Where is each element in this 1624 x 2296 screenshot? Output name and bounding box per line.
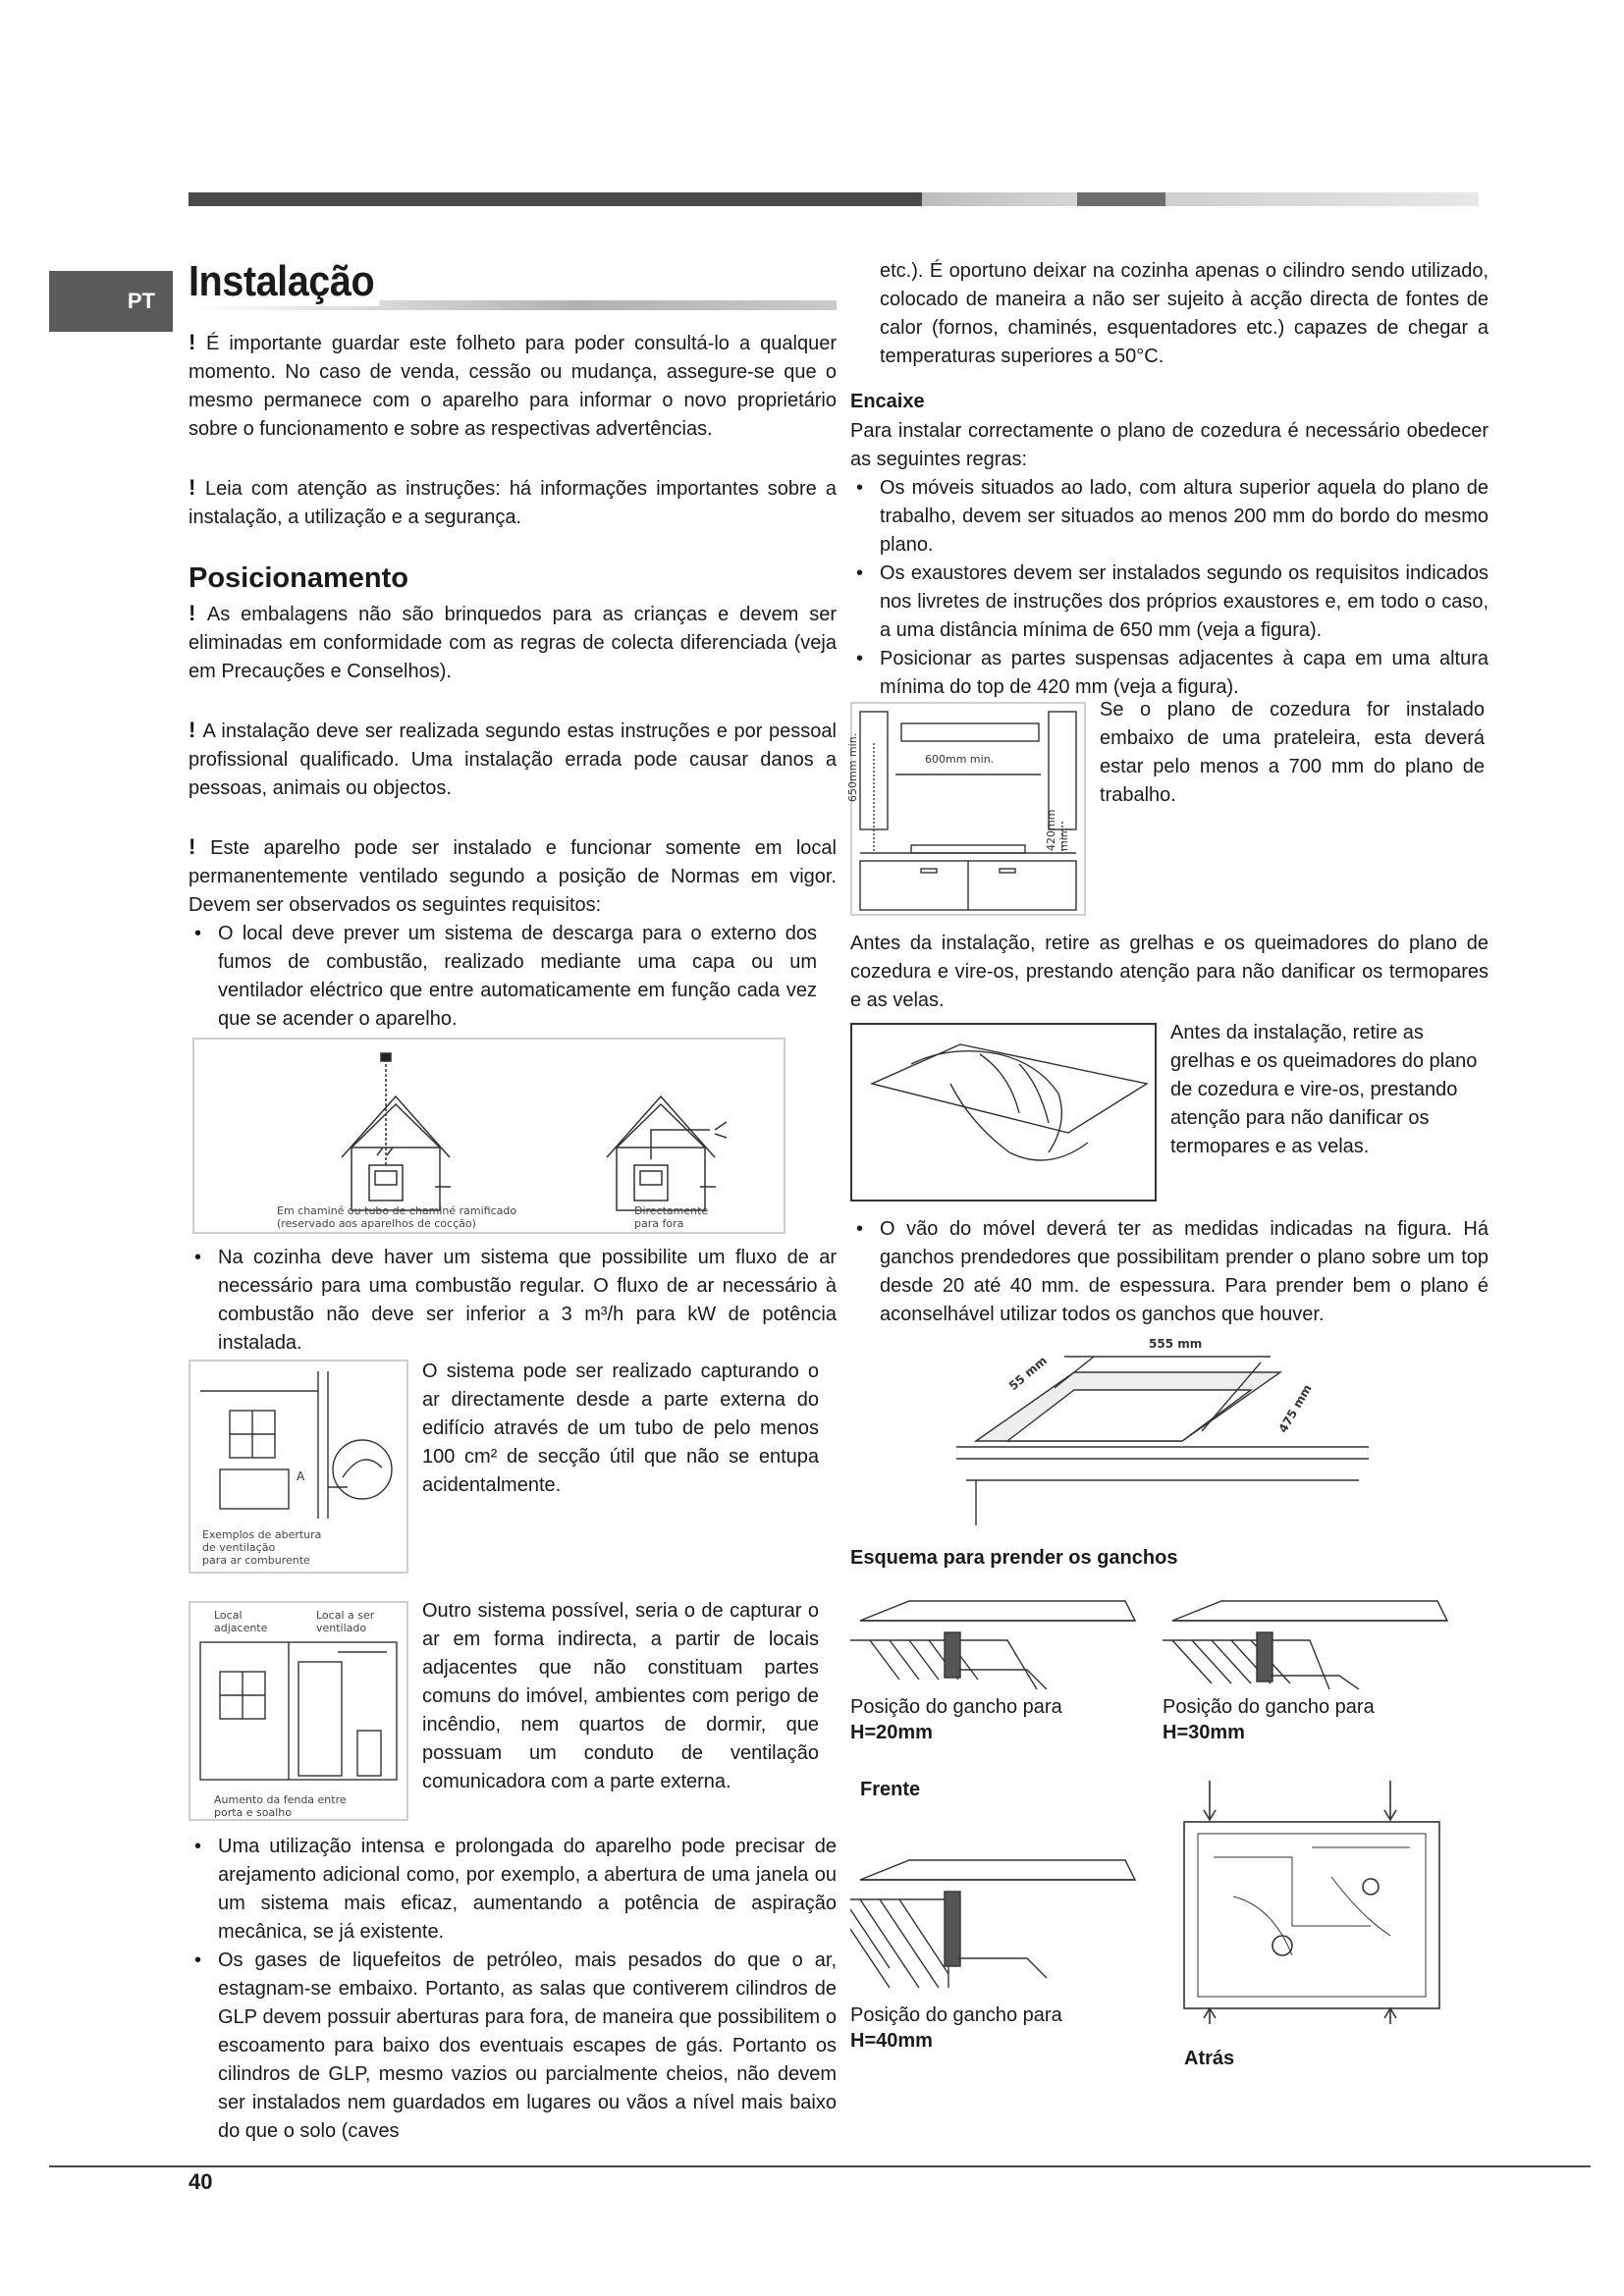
header-color-bar	[189, 192, 1479, 206]
list-item: • Os exaustores devem ser instalados segundo os requisitos indicados nos livretes de instruções dos próprios exaustores e, em todo o caso, a uma distância mínima de 650 mm (veja a figura).	[850, 560, 1489, 645]
left-column	[189, 257, 837, 2146]
footer-rule	[49, 2165, 1591, 2167]
ventilation-paragraph: ! Este aparelho pode ser instalado e funcionar somente em local permanentemente ventilado segundo a posição de Normas em vigor. Devem ser observados os seguintes requisitos:	[189, 834, 837, 916]
list-item: • O vão do móvel deverá ter as medidas indicadas na figura. Há ganchos prendedores que possibilitam prender o plano sobre um top desde 20 até 40 mm. de espessura. Para prender bem o plano é aconselhável utilizar todos os ganchos que houver.	[850, 1215, 1489, 1329]
hook-30-block	[1163, 1581, 1457, 1745]
dim-555: 555 mm	[1149, 1337, 1203, 1351]
adjacent-room-label: Local adjacente	[214, 1609, 268, 1634]
hood-clearance-figure	[846, 702, 1086, 916]
hook-20-caption: Posição do gancho para H=20mm	[850, 1696, 1062, 1743]
remove-grates-row	[850, 1023, 1489, 1201]
air-intake-row	[189, 1360, 837, 1574]
list-item: • Posicionar as partes suspensas adjacentes à capa em uma altura mínima do top de 420 mm (veja a figura).	[850, 645, 1489, 702]
qualified-install-paragraph: ! A instalação deve ser realizada segundo estas instruções e por pessoal profissional qualificado. Uma instalação errada pode causar danos a pessoas, animais ou objectos.	[189, 718, 837, 799]
frente-label: Frente	[860, 1779, 921, 1800]
hob-underside-block	[1174, 1779, 1459, 2069]
page-number: 40	[189, 2169, 213, 2194]
door-gap-caption: Aumento da fenda entre porta e soalho	[214, 1793, 347, 1819]
list-item: • Na cozinha deve haver um sistema que possibilite um fluxo de ar necessário para uma combustão regular. O fluxo de ar necessário à combustão não deve ser inferior a 3 m³/h para kW de potência instalada.	[189, 1244, 837, 1358]
indirect-air-illustration	[190, 1632, 406, 1789]
list-item: • Os móveis situados ao lado, com altura superior aquela do plano de trabalho, devem ser situados ao menos 200 mm do bordo do mesmo plano.	[850, 474, 1489, 560]
indirect-air-figure	[189, 1601, 408, 1821]
read-instructions-paragraph: ! Leia com atenção as instruções: há informações importantes sobre a instalação, a utilização e a segurança.	[189, 475, 837, 528]
hands-burner-illustration	[852, 1025, 1155, 1200]
hook-40-block	[850, 1779, 1145, 2054]
hook-40-caption: Posição do gancho para H=40mm	[850, 2004, 1062, 2052]
lpg-continued-text: etc.). É oportuno deixar na cozinha apenas o cilindro sendo utilizado, colocado de maneira a não ser sujeito à acção directa de fontes de calor (fornos, chaminés, esquentadores etc.) capazes de chegar a temperaturas superiores a 50°C.	[880, 260, 1489, 367]
dim-600: 600mm min.	[925, 753, 995, 766]
air-intake-figure	[189, 1360, 408, 1574]
right-column	[846, 257, 1489, 2069]
figure-caption-b: Directamente para fora	[634, 1204, 709, 1230]
hook-positions-row	[850, 1581, 1489, 1745]
encaixe-rules-list	[850, 474, 1489, 702]
air-intake-illustration	[190, 1362, 406, 1519]
language-tab: PT	[49, 271, 173, 332]
hook-20-block	[850, 1581, 1145, 1745]
page-title: Instalação	[189, 257, 380, 306]
dim-420: 420mm min.	[1045, 809, 1070, 851]
remove-grates-side-text: Antes da instalação, retire as grelhas e os queimadores do plano de cozedura e vire-os, prestando atenção para não danificar os termopares e as velas.	[1170, 1022, 1478, 1157]
section-heading-encaixe: Encaixe	[850, 391, 925, 412]
hook-40-illustration	[850, 1850, 1145, 2007]
atras-label: Atrás	[1184, 2048, 1235, 2069]
hook-20-illustration	[850, 1581, 1145, 1689]
dim-650: 650mm min.	[846, 732, 859, 802]
cutout-dimensions-illustration	[956, 1333, 1369, 1525]
section-heading-posicionamento: Posicionamento	[189, 562, 408, 594]
air-intake-caption: Exemplos de abertura de ventilação para ar comburente	[202, 1528, 322, 1567]
encaixe-intro: Para instalar correctamente o plano de cozedura é necessário obedecer as seguintes regras:	[850, 420, 1489, 470]
cabinet-cutout-list	[850, 1215, 1489, 1329]
chimney-figure	[192, 1038, 785, 1234]
dim-475: 475 mm	[1275, 1382, 1315, 1435]
shelf-clearance-text: Se o plano de cozedura for instalado embaixo de uma prateleira, esta deverá estar pelo menos a 700 mm do plano de trabalho.	[1100, 699, 1485, 806]
indirect-air-text: Outro sistema possível, seria o de capturar o ar em forma indirecta, a partir de locais adjacentes que não constituam partes comuns do imóvel, ambientes com perigo de incêndio, nem quartos de dormir, que possuam um conduto de ventilação comunicadora com a parte externa.	[422, 1600, 819, 1792]
cutout-dimensions-figure	[956, 1333, 1369, 1525]
hook-30-caption: Posição do gancho para H=30mm	[1163, 1696, 1375, 1743]
intro-paragraph: ! É importante guardar este folheto para poder consultá-lo a qualquer momento. No caso de venda, cessão ou mudança, assegure-se que o mesmo permanece com o aparelho para informar o novo proprietário sobre o funcionamento e sobre as respectivas advertências.	[189, 330, 837, 440]
hook-30-illustration	[1163, 1581, 1457, 1689]
dim-55: 55 mm	[1005, 1353, 1051, 1394]
hook-40-and-bottom-row	[850, 1779, 1489, 2069]
requirements-list-3	[189, 1833, 837, 2146]
requirements-list-2	[189, 1244, 837, 1358]
list-item: • O local deve prever um sistema de descarga para o externo dos fumos de combustão, realizado mediante uma capa ou um ventilador eléctrico que entre automaticamente em função cada vez que se acender o aparelho.	[189, 920, 817, 1034]
remove-grates-text: Antes da instalação, retire as grelhas e os queimadores do plano de cozedura e vire-os, prestando atenção para não danificar os termopares e as velas.	[850, 933, 1489, 1011]
indirect-air-row	[189, 1601, 837, 1821]
packaging-paragraph: ! As embalagens não são brinquedos para as crianças e devem ser eliminadas em conformidade com as regras de colecta diferenciada (veja em Precauções e Conselhos).	[189, 601, 837, 682]
requirements-list	[189, 920, 837, 1034]
figure-caption-a: Em chaminé ou tubo de chaminé ramificado (reservado aos aparelhos de cocção)	[277, 1204, 517, 1230]
label-a: A	[297, 1469, 305, 1483]
air-intake-text: O sistema pode ser realizado capturando o ar directamente desde a parte externa do edifício através de um tubo de pelo menos 100 cm² de secção útil que não se entupa acidentalmente.	[422, 1361, 819, 1496]
ventilated-room-label: Local a ser ventilado	[316, 1609, 375, 1634]
hood-clearance-row	[846, 699, 1489, 916]
remove-grates-figure	[850, 1023, 1157, 1201]
hob-underside-illustration	[1174, 1779, 1459, 2024]
chimney-illustration	[194, 1040, 784, 1232]
list-item: • Uma utilização intensa e prolongada do aparelho pode precisar de arejamento adicional como, por exemplo, a abertura de uma janela ou um sistema mais eficaz, aumentando a potência de aspiração mecânica, se já existente.	[189, 1833, 837, 1947]
list-item: • Os gases de liquefeitos de petróleo, mais pesados do que o ar, estagnam-se embaixo. Portanto, as salas que contiverem cilindros de GLP devem possuir aberturas para fora, de maneira que possibilitem o escoamento para baixo dos eventuais escapes de gás. Portanto os cilindros de GLP, mesmo vazios ou parcialmente cheios, não devem ser instalados nem guardados em lugares ou vãos a nível mais baixo do que o solo (caves	[189, 1947, 837, 2146]
section-heading-esquema: Esquema para prender os ganchos	[850, 1547, 1178, 1569]
